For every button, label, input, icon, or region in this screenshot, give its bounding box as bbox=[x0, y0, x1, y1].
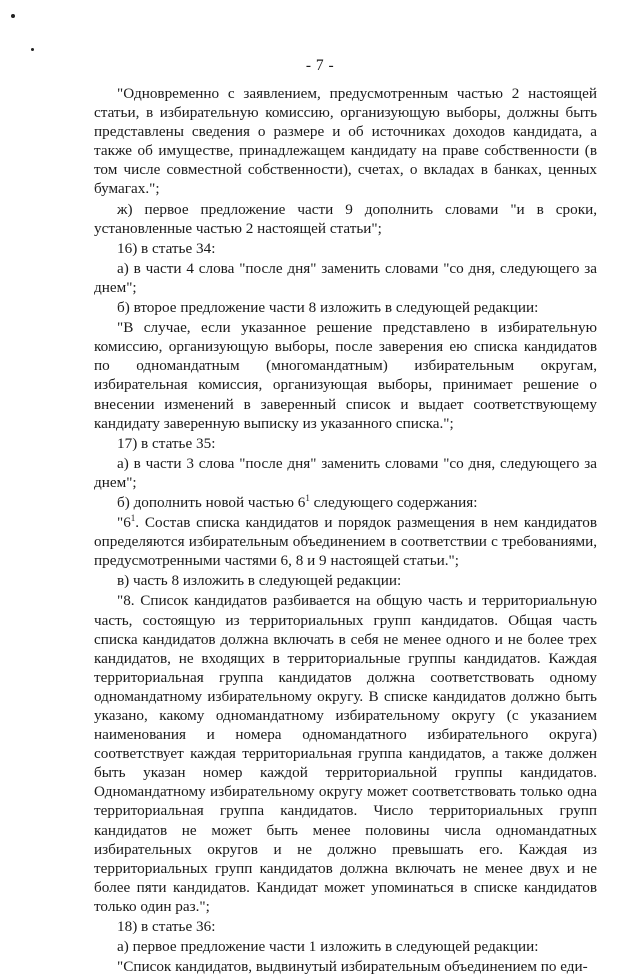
superscript: 1 bbox=[305, 492, 310, 503]
superscript: 1 bbox=[130, 513, 136, 524]
paragraph: "8. Список кандидатов разбивается на общую часть и территориальную часть, состоящую из территориальных групп кандидатов. Общая часть списка кандидатов должна включать в себя не менее одного и не более трех кандидатов, не входящих в территориальные группы кандидатов. Каждая территориальная группа кандидатов должна соответствовать одному одномандатному избирательному округу. В списке кандидатов должно быть указано, какому одномандатному избирательному округу (с указанием наименования и номера одномандатного избирательного округа) соответствует каждая территориальная группа кандидатов, а также должен быть указан номер каждой территориальной группы кандидатов. Одномандатному избирательному округу может соответствовать только одна территориальная группа кандидатов. Число территориальных групп кандидатов не может быть менее половины числа одномандатных избирательных округов и не должно превышать его. Каждая из территориальных групп кандидатов должна включать не менее двух и не более пяти кандидатов. Кандидат может упоминаться в списке кандидатов только один раз."; bbox=[94, 592, 597, 915]
scan-speck bbox=[11, 14, 15, 18]
paragraph bbox=[94, 493, 597, 512]
paragraph-text: . Состав списка кандидатов и порядок размещения в нем кандидатов определяются избирательным объединением в соответствии с требованиями, предусмотренными частями 6, 8 и 9 настоящей статьи."; bbox=[94, 514, 597, 570]
paragraph: 16) в статье 34: bbox=[117, 239, 216, 257]
paragraph bbox=[94, 513, 597, 570]
document-body bbox=[94, 84, 597, 976]
scan-speck bbox=[31, 48, 34, 51]
paragraph: "В случае, если указанное решение представлено в избирательную комиссию, организующую выборы, после заверения ею списка кандидатов по одномандатным (многомандатным) избирательным округам, избирательная комиссия, организующая выборы, принимает решение о внесении изменений в заверенный список и выдает соответствующему кандидату заверенную выписку из указанного списка."; bbox=[94, 319, 597, 432]
paragraph: в) часть 8 изложить в следующей редакции: bbox=[117, 572, 402, 590]
paragraph: а) в части 4 слова "после дня" заменить словами "со дня, следующего за днем"; bbox=[94, 259, 597, 296]
paragraph-text: "6 bbox=[117, 514, 131, 532]
page-number: - 7 - bbox=[305, 57, 335, 74]
paragraph-text: б) дополнить новой частью 6 bbox=[117, 493, 306, 511]
paragraph: 18) в статье 36: bbox=[117, 918, 216, 936]
paragraph-text: следующего содержания: bbox=[309, 493, 478, 511]
paragraph: "Одновременно с заявлением, предусмотренным частью 2 настоящей статьи, в избирательную комиссию, организующую выборы, должны быть представлены сведения о размере и об источниках доходов кандидата, а также об имуществе, принадлежащем кандидату на праве собственности (в том числе совместной собственности), счетах, о вкладах в банках, ценных бумагах."; bbox=[94, 85, 597, 198]
paragraph: а) в части 3 слова "после дня" заменить словами "со дня, следующего за днем"; bbox=[94, 454, 597, 491]
paragraph: 17) в статье 35: bbox=[117, 434, 216, 452]
paragraph: а) первое предложение части 1 изложить в следующей редакции: bbox=[117, 938, 539, 956]
paragraph: "Список кандидатов, выдвинутый избирательным объединением по еди- bbox=[117, 958, 588, 976]
paragraph: б) второе предложение части 8 изложить в следующей редакции: bbox=[117, 299, 539, 317]
paragraph: ж) первое предложение части 9 дополнить словами "и в сроки, установленные частью 2 настоящей статьи"; bbox=[94, 200, 597, 237]
